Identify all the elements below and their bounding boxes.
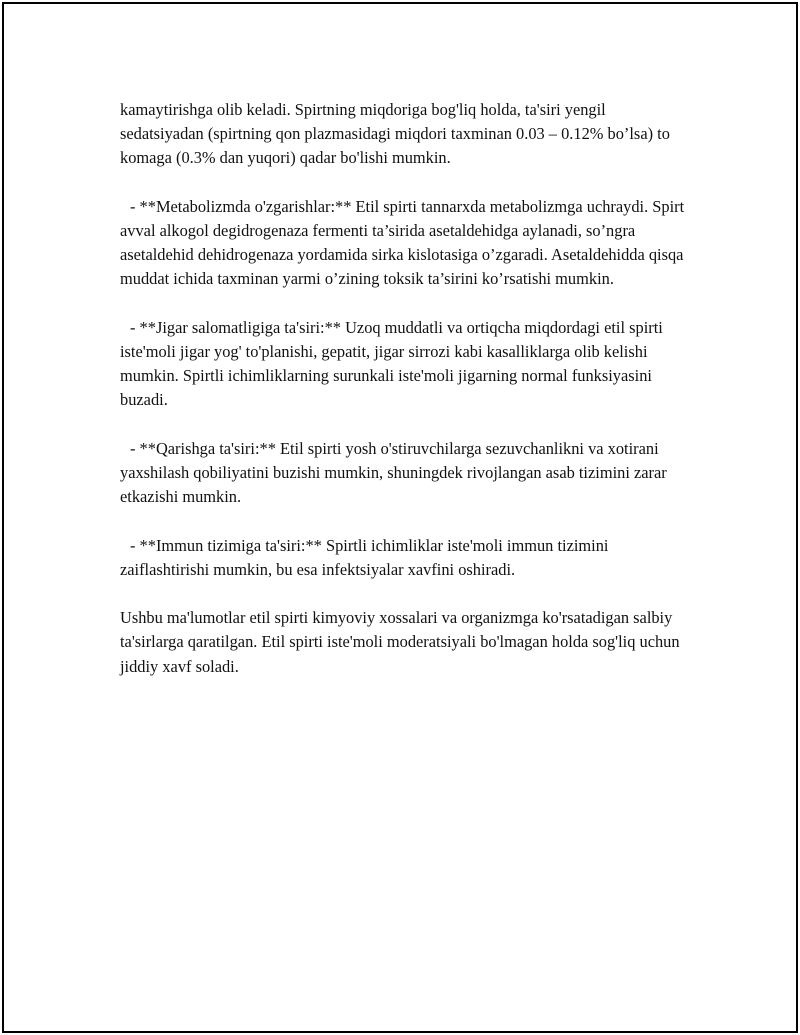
document-body <box>120 98 690 703</box>
paragraph-liver-health: - **Jigar salomatligiga ta'siri:** Uzoq muddatli va ortiqcha miqdordagi etil spirti iste'moli jigar yog' to'planishi, gepatit, jigar sirrozi kabi kasalliklarga olib kelishi mumkin. Spirtli ichimliklarning surunkali iste'moli jigarning normal funksiyasini buzadi. <box>120 317 667 410</box>
paragraph-metabolism: - **Metabolizmda o'zgarishlar:** Etil spirti tannarxda metabolizmga uchraydi. Spirt avval alkogol degidrogenaza fermenti ta’sirida asetaldehidga aylanadi, so’ngra asetaldehid dehidrogenaza yordamida sirka kislotasiga o’zgaradi. Asetaldehidda qisqa muddat ichida taxminan yarmi o’zining toksik ta’sirini ko’rsatishi mumkin. <box>120 196 689 289</box>
paragraph-intro: kamaytirishga olib keladi. Spirtning miqdoriga bog'liq holda, ta'siri yengil sedatsiyadan (spirtning qon plazmasidagi miqdori taxminan 0.03 – 0.12% bo’lsa) to komaga (0.3% dan yuqori) qadar bo'lishi mumkin. <box>120 100 675 168</box>
paragraph-conclusion: Ushbu ma'lumotlar etil spirti kimyoviy xossalari va organizmga ko'rsatadigan salbiy ta'sirlarga qaratilgan. Etil spirti iste'moli moderatsiyali bo'lmagan holda sog'liq uchun jiddiy xavf soladi. <box>120 608 684 676</box>
paragraph-aging: - **Qarishga ta'siri:** Etil spirti yosh o'stiruvchilarga sezuvchanlikni va xotirani yaxshilash qobiliyatini buzishi mumkin, shuningdek rivojlangan asab tizimini zarar etkazishi mumkin. <box>120 438 671 507</box>
paragraph-immune-system: - **Immun tizimiga ta'siri:** Spirtli ichimliklar iste'moli immun tizimini zaiflashtirishi mumkin, bu esa infektsiyalar xavfini oshiradi. <box>120 535 613 579</box>
document-page <box>2 2 798 1033</box>
